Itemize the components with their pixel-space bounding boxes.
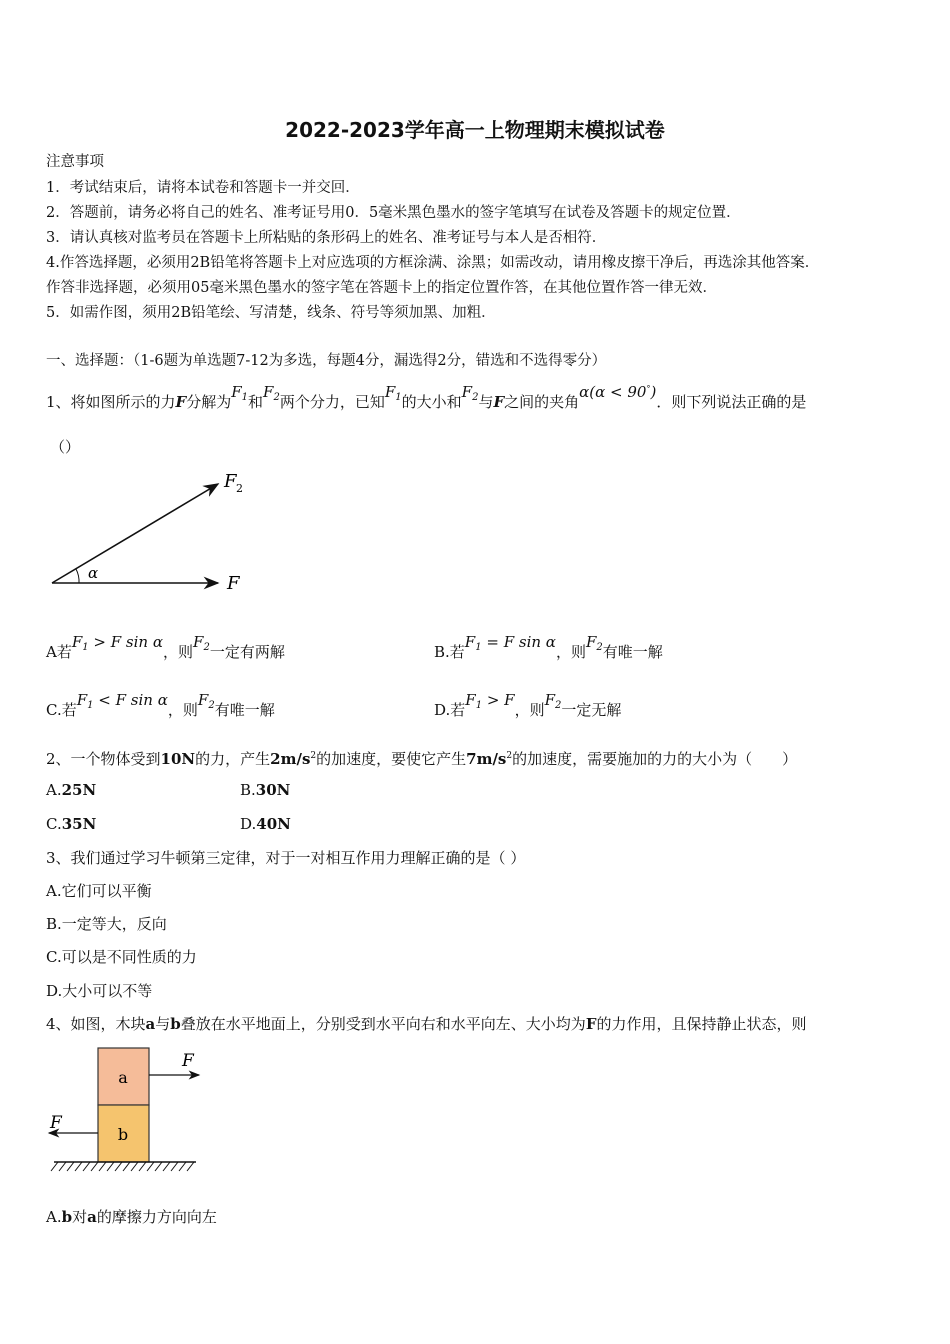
f2-label: F <box>224 471 237 492</box>
block-b-label: b <box>117 1125 129 1144</box>
notice-item: 4.作答选择题，必须用2B铅笔将答题卡上对应选项的方框涂满、涂黑；如需改动，请用橡皮擦干净后，再选涂其他答案． <box>46 255 820 271</box>
notice-heading: 注意事项 <box>46 154 104 170</box>
q4-option-a[interactable]: A.b对a的摩擦力方向向左 <box>46 1208 217 1226</box>
q1-symbol-f1: $F_1$ <box>231 383 249 403</box>
svg-text:2: 2 <box>236 482 243 495</box>
q4-block-diagram <box>46 1044 206 1179</box>
page-title: 2022-2023学年高一上物理期末模拟试卷 <box>285 118 665 142</box>
q1-force: F <box>175 393 187 411</box>
section-heading: 一、选择题：（1-6题为单选题7-12为多选，每题4分，漏选得2分，错选和不选得零分） <box>46 353 607 369</box>
f-label: F <box>227 573 240 594</box>
q1-text: 和 <box>248 393 264 411</box>
q1-angle-condition: α(α < 90°) <box>579 383 657 401</box>
q1-text: 两个分力，已知 <box>279 393 385 411</box>
ground-hatch-line <box>131 1162 138 1171</box>
q2-option-a[interactable]: A.25N <box>46 781 97 799</box>
ground-hatch-line <box>75 1162 82 1171</box>
q3-stem: 3、我们通过学习牛顿第三定律，对于一对相互作用力理解正确的是（ ） <box>46 849 526 867</box>
alpha-label: α <box>88 564 99 582</box>
ground-hatch-line <box>115 1162 122 1171</box>
q1-text: ．则下列说法正确的是 <box>656 393 807 411</box>
q3-option-c[interactable]: C.可以是不同性质的力 <box>46 948 197 966</box>
force-left-label: F <box>50 1113 62 1133</box>
q1-text: 的大小和 <box>401 393 462 411</box>
block-a-label: a <box>118 1068 128 1087</box>
q2-option-d[interactable]: D.40N <box>240 815 291 833</box>
q1-symbol-f2: $F_2$ <box>263 383 280 403</box>
q1-option-d[interactable]: D.若$F_1 > F$，则$F_2$一定无解 <box>434 691 622 719</box>
ground-hatch-line <box>163 1162 170 1171</box>
ground-hatch-line <box>83 1162 90 1171</box>
q1-symbol-f1: $F_1$ <box>384 383 402 403</box>
q1-text: 与 <box>478 393 494 411</box>
q1-option-c[interactable]: C.若$F_1 < F$ sin α，则$F_2$有唯一解 <box>46 691 275 719</box>
q1-text: 1、将如图所示的力 <box>46 393 176 411</box>
q1-text: 之间的夹角 <box>504 393 580 411</box>
notice-item: 1．考试结束后，请将本试卷和答题卡一并交回． <box>46 180 360 196</box>
notice-item: 2．答题前，请务必将自己的姓名、准考证号用0．5毫米黑色墨水的签字笔填写在试卷及答题卡的规定位置． <box>46 205 741 221</box>
ground-hatch-line <box>171 1162 178 1171</box>
q2-option-c[interactable]: C.35N <box>46 815 97 833</box>
q2-stem: 2、一个物体受到10N的力，产生$2m/s^2$的加速度，要使它产生$7m/s^2$的加速度，需要施加的力的大小为（ ） <box>46 750 798 768</box>
notice-item: 作答非选择题，必须用05毫米黑色墨水的签字笔在答题卡上的指定位置作答，在其他位置作答一律无效． <box>46 280 717 296</box>
q1-text: 分解为 <box>186 393 232 411</box>
q3-option-d[interactable]: D.大小可以不等 <box>46 982 153 1000</box>
q1-force: F <box>493 393 505 411</box>
ground-hatch-line <box>123 1162 130 1171</box>
ground-hatch-line <box>147 1162 154 1171</box>
force-right-label: F <box>182 1051 194 1071</box>
notice-item: 5．如需作图，须用2B铅笔绘、写清楚，线条、符号等须加黑、加粗． <box>46 305 496 321</box>
q1-stem <box>46 383 807 418</box>
q2-option-b[interactable]: B.30N <box>240 781 291 799</box>
q1-symbol-f2: $F_2$ <box>461 383 479 403</box>
ground-hatch <box>51 1162 194 1171</box>
ground-hatch-line <box>99 1162 106 1171</box>
ground-hatch-line <box>51 1162 58 1171</box>
ground-hatch-line <box>67 1162 74 1171</box>
q3-option-b[interactable]: B.一定等大，反向 <box>46 915 167 933</box>
ground-hatch-line <box>59 1162 66 1171</box>
ground-hatch-line <box>155 1162 162 1171</box>
q1-option-b[interactable]: B.若$F_1 = F$ sin α，则$F_2$有唯一解 <box>434 633 663 661</box>
q1-force-diagram <box>46 468 256 598</box>
ground-hatch-line <box>107 1162 114 1171</box>
ground-hatch-line <box>187 1162 194 1171</box>
q1-answer-paren: （） <box>50 438 81 456</box>
q4-stem: 4、如图，木块a与b叠放在水平地面上，分别受到水平向右和水平向左、大小均为F的力作用，且保持静止状态，则 <box>46 1015 807 1033</box>
ground-hatch-line <box>139 1162 146 1171</box>
ground-hatch-line <box>179 1162 186 1171</box>
notice-item: 3．请认真核对监考员在答题卡上所粘贴的条形码上的姓名、准考证号与本人是否相符． <box>46 230 607 246</box>
ground-hatch-line <box>91 1162 98 1171</box>
force-f2-arrow <box>52 484 218 583</box>
q3-option-a[interactable]: A.它们可以平衡 <box>46 882 152 900</box>
q1-option-a[interactable]: A若$F_1 > F$ sin α，则$F_2$一定有两解 <box>46 633 285 661</box>
